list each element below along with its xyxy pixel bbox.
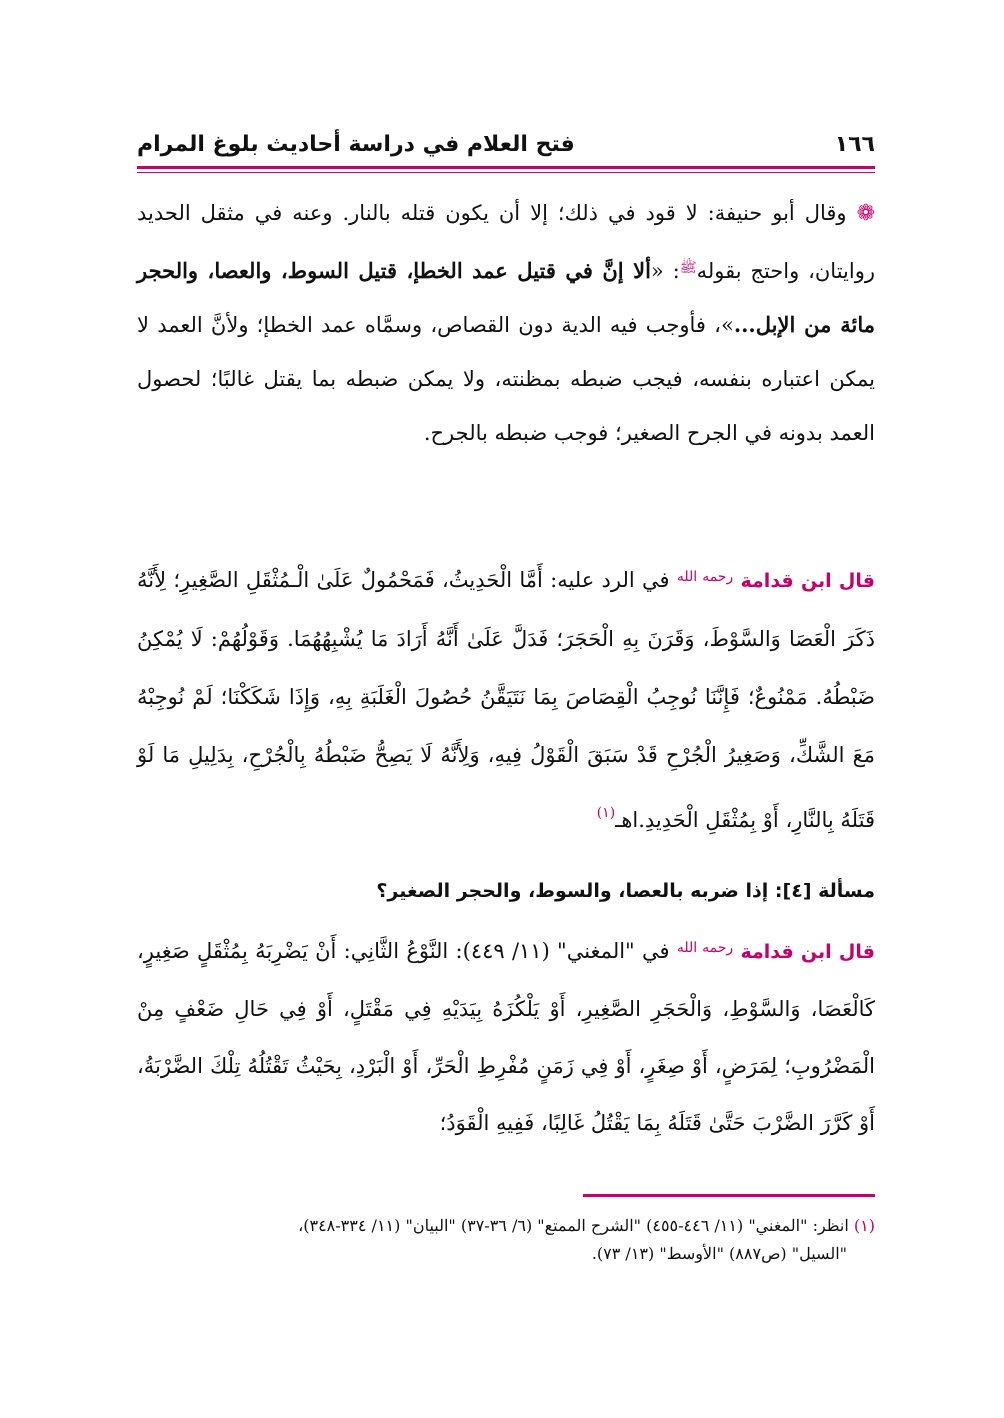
paragraph-text-1: وقال أبو حنيفة: لا قود في ذلك؛ إلا أن يكون قتله بالنار. وعنه في مثقل الحديد روايتان، واحتج بقوله	[137, 201, 875, 283]
mughni-text: في "المغني" (١١/ ٤٤٩): النَّوْعُ الثَّانِي: أَنْ يَضْرِبَهُ بِمُثْقَلٍ صَغِيرٍ، كَالْعَصَا، وَالسَّوْطِ، وَالْحَجَرِ الصَّغِيرِ، أَوْ يَلْكُزَهُ بِيَدَيْهِ فِي مَقْتَلٍ، أَوْ فِي حَالِ ضَعْفٍ مِنْ الْمَضْرُوبِ؛ لِمَرَضٍ، أَوْ صِغَرٍ، أَوْ فِي زَمَنٍ مُفْرِطِ الْحَرِّ، أَوْ الْبَرْدِ، بِحَيْثُ تَقْتُلُهُ تِلْكَ الضَّرْبَةُ، أَوْ كَرَّرَ الضَّرْبَ حَتَّىٰ قَتَلَهُ بِمَا يَقْتُلُ غَالِبًا، فَفِيهِ الْقَوَدُ؛	[137, 939, 875, 1135]
footnote-text-1: انظر: "المغني" (١١/ ٤٤٦-٤٥٥) "الشرح الممتع" (٦/ ٣٦-٣٧) "البيان" (١١/ ٣٣٤-٣٤٨)،	[298, 1216, 849, 1235]
paragraph-text-2: »، فأوجب فيه الدية دون القصاص، وسمَّاه عمد الخطإ؛ ولأنَّ العمد لا يمكن اعتباره بنفسه، فيجب ضبطه بمظنته، ولا يمكن ضبطه بما يقتل غالبًا؛ لحصول العمد بدونه في الجرح الصغير؛ فوجب ضبطه بالجرح.	[137, 313, 875, 445]
paragraph-ibn-qudama-mughni	[137, 920, 875, 1152]
footnote-number: (١)	[853, 1216, 875, 1235]
flower-ornament-icon: ❁	[856, 201, 875, 226]
book-title: فتح العلام في دراسة أحاديث بلوغ المرام	[137, 131, 575, 157]
footnote-separator	[583, 1194, 875, 1197]
reply-text: في الرد عليه: أَمَّا الْحَدِيثُ، فَمَحْمُولٌ عَلَىٰ الْـمُثْقَلِ الصَّغِيرِ؛ لِأَنَّهُ ذَكَرَ الْعَصَا وَالسَّوْطَ، وَقَرَنَ بِهِ الْحَجَرَ؛ فَدَلَّ عَلَىٰ أَنَّهُ أَرَادَ مَا يُشْبِهُهُمَا. وَقَوْلُهُمْ: لَا يُمْكِنُ ضَبْطُهُ. مَمْنُوعٌ؛ فَإِنَّنَا نُوجِبُ الْقِصَاصَ بِمَا نَتَيَقَّنُ حُصُولَ الْغَلَبَةِ بِهِ، وَإِذَا شَكَكْنَا؛ لَمْ نُوجِبْهُ مَعَ الشَّكِّ، وَصَغِيرُ الْجُرْحِ قَدْ سَبَقَ الْقَوْلُ فِيهِ، وَلِأَنَّهُ لَا يَصِحُّ ضَبْطُهُ بِالْجُرْحِ، بِدَلِيلِ مَا لَوْ قَتَلَهُ بِالنَّارِ، أَوْ بِمُثْقَلِ الْحَدِيدِ.اهـ	[137, 568, 875, 832]
issue-heading: مسألة [٤]: إذا ضربه بالعصا، والسوط، والحجر الصغير؟	[376, 880, 875, 902]
paragraph-abu-hanifa	[137, 186, 875, 460]
speaker-label: قال ابن قدامة	[740, 570, 875, 592]
footnotes	[137, 1212, 875, 1268]
header-rule-thick	[137, 166, 875, 169]
rahimahullah-icon: رحمه الله	[676, 569, 734, 585]
quote-open: : «	[650, 259, 680, 283]
rahimahullah-icon-2: رحمه الله	[676, 940, 734, 956]
page-number: ١٦٦	[834, 131, 875, 157]
footnote-line	[137, 1240, 875, 1268]
page-header	[137, 126, 875, 162]
footnote-reference[interactable]: (١)	[596, 805, 616, 821]
footnote-line	[137, 1212, 875, 1240]
footnote-text-2: "السيل" (ص٨٨٧) "الأوسط" (١٣/ ٧٣).	[591, 1244, 847, 1263]
hadith-quote: ألا إنَّ في قتيل عمد الخطإ، قتيل السوط، والعصا، والحجر مائة من الإبل...	[137, 258, 875, 337]
header-rule-thin	[137, 172, 875, 173]
paragraph-ibn-qudama-reply	[137, 548, 875, 849]
salawat-icon: ﷺ	[679, 260, 697, 276]
speaker-label-2: قال ابن قدامة	[740, 941, 875, 963]
